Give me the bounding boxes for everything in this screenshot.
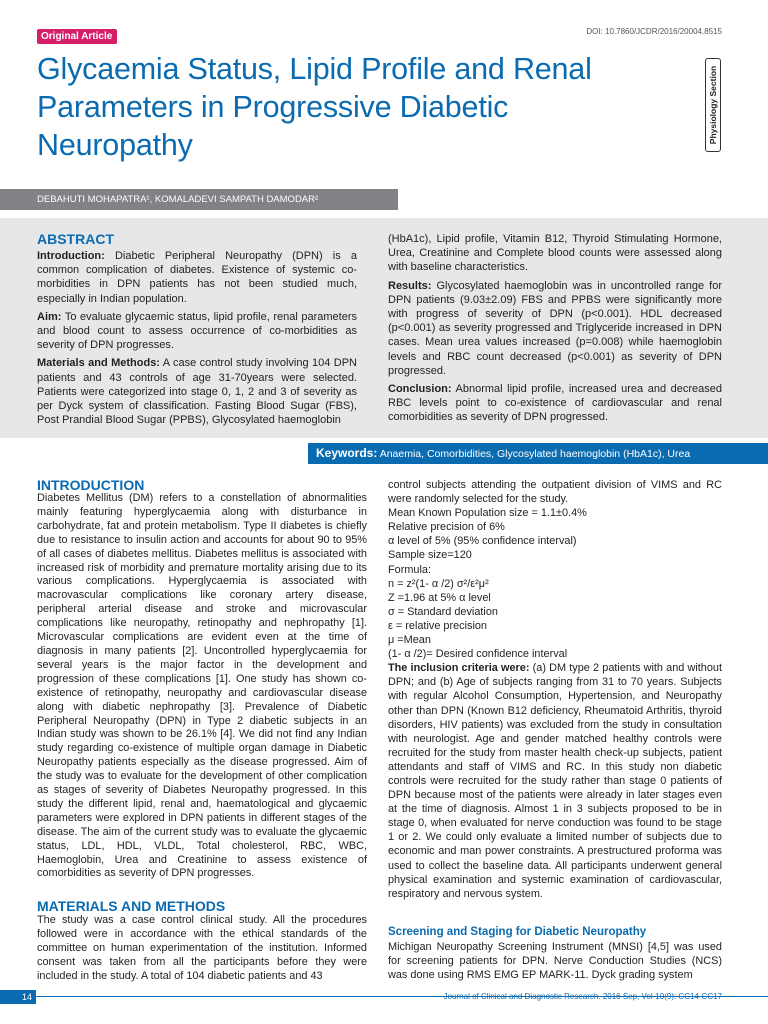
methods-text: The study was a case control clinical study. All the procedures followed were in accordance with the ethical standards of the committee on human experimentation of the institution. Informed consent was taken from all the participants before they were included in the study. A total of 104 diabetic patients and 43 — [37, 914, 367, 982]
page-number: 14 — [0, 990, 36, 1004]
formula-line: Mean Known Population size = 1.1±0.4% — [388, 507, 587, 520]
abstract-right-column — [388, 232, 722, 429]
results-label: Results: — [388, 279, 432, 292]
abstract-aim — [37, 310, 357, 353]
aim-text: To evaluate glycaemic status, lipid profile, renal parameters and blood count to assess occurrence of co-morbidities as severity of DPN progresses. — [37, 310, 357, 352]
formula-line: α level of 5% (95% confidence interval) — [388, 535, 577, 548]
formula-line: Formula: — [388, 563, 431, 576]
keywords-label: Keywords: — [316, 446, 378, 460]
keywords-bar — [308, 443, 768, 464]
inclusion-text: (a) DM type 2 patients with and without DPN; and (b) Age of subjects ranging from 31 to 70 years. Subjects with regular Alcohol Consumption, Hypertension, and Neuropathy other than DPN (Known B12 deficiency, Rheumatoid Arthritis, thyroid disorders, HIV patients) was excluded from the study in consultation with neurologist. Age and gender matched healthy controls were recruited for the study from master health check-up subjects, patient attendants and staff of VIMS and RC. In this study non diabetic controls were recruited for the study rather than stage 0 patients of DPN because most of the patients were already in later stages even at the time of diagnosis. Almost 1 in 3 subjects proposed to be in stage 0, when evaluated for nerve conduction was found to be stage 1 or 2. We could only evaluate a limited number of subjects due to economic and man power constraints. A prestructured proforma was used to collect the baseline data. All participants underwent general physical examination and systemic examination of cardiovascular, respiratory and nervous system. — [388, 662, 722, 900]
abstract-left-column — [37, 249, 357, 431]
methods-heading: MATERIALS AND METHODS — [37, 898, 226, 914]
right-para-1: control subjects attending the outpatient division of VIMS and RC were randomly selected for the study. — [388, 479, 722, 506]
abstract-introduction — [37, 249, 357, 306]
methods-text: A case control study involving 104 DPN patients and 43 controls of age 31-70years were selected. Patients were categorized into stage 0, 1, 2 and 3 of severity as per Dyck system of classification. Fasting Blood Sugar (FBS), Post Prandial Blood Sugar (PPBS), Glycosylated haemoglobin — [37, 357, 357, 427]
section-tab — [705, 58, 721, 152]
right-column — [388, 478, 722, 901]
doi-text: DOI: 10.7860/JCDR/2016/20004.8515 — [586, 27, 722, 36]
conclusion-label: Conclusion: — [388, 383, 452, 396]
keywords-text: Anaemia, Comorbidities, Glycosylated haemoglobin (HbA1c), Urea — [377, 448, 691, 460]
abstract-methods — [37, 356, 357, 427]
author-bar: DEBAHUTI MOHAPATRA¹, KOMALADEVI SAMPATH DAMODAR² — [0, 189, 398, 210]
formula-line: (1- α /2)= Desired confidence interval — [388, 648, 568, 661]
formula-line: μ =Mean — [388, 634, 431, 647]
article-title: Glycaemia Status, Lipid Profile and Renal Parameters in Progressive Diabetic Neuropathy — [37, 52, 592, 162]
methods-label: Materials and Methods: — [37, 357, 160, 370]
formula-line: σ = Standard deviation — [388, 605, 498, 618]
abstract-heading: ABSTRACT — [37, 231, 114, 247]
screening-text: Michigan Neuropathy Screening Instrument (MNSI) [4,5] was used for screening patients for DPN. Nerve Conduction Studies (NCS) was done using RMS EMG EP MARK-11. Dyck grading system — [388, 941, 722, 982]
inclusion-criteria — [388, 661, 722, 901]
abstract-methods-cont: (HbA1c), Lipid profile, Vitamin B12, Thyroid Stimulating Hormone, Urea, Creatinine and Complete blood counts were assessed along with baseline characteristics. — [388, 233, 722, 274]
article-type-badge: Original Article — [37, 29, 117, 44]
formula-line: ε = relative precision — [388, 619, 487, 632]
intro-text: Diabetic Peripheral Neuropathy (DPN) is a common complication of diabetes. Existence of systemic co-morbidities in DPN patients has not been studied much, especially in Indian population. — [37, 250, 357, 305]
abstract-conclusion — [388, 382, 722, 425]
conclusion-text: Abnormal lipid profile, increased urea and decreased RBC levels point to co-existence of cardiovascular and renal comorbidities as severity of DPN progressed. — [388, 383, 722, 424]
introduction-heading: INTRODUCTION — [37, 477, 145, 493]
abstract-results — [388, 279, 722, 378]
results-text: Glycosylated haemoglobin was in uncontrolled range for DPN patients (9.03±2.09) FBS and PPBS were significantly more with progress of severity of DPN (p<0.001). HDL decreased (p<0.001) as severity progressed and Triglyceride increased in DPN cases. Mean urea values increased (p=0.008) while haemoglobin levels and RBC count decreased (p<0.001) as severity of DPN progressed. — [388, 279, 722, 377]
intro-label: Introduction: — [37, 250, 105, 262]
formula-line: n = z²(1- α /2) σ²/ε²μ² — [388, 577, 489, 590]
section-label: Physiology Section — [708, 65, 718, 145]
formula-line: Sample size=120 — [388, 549, 472, 562]
inclusion-label: The inclusion criteria were: — [388, 662, 530, 675]
formula-line: Relative precision of 6% — [388, 521, 505, 534]
formula-line: Z =1.96 at 5% α level — [388, 591, 491, 604]
aim-label: Aim: — [37, 310, 62, 323]
journal-citation: Journal of Clinical and Diagnostic Research. 2016 Sep, Vol-10(9): CC14-CC17 — [443, 992, 722, 1001]
screening-heading: Screening and Staging for Diabetic Neuropathy — [388, 926, 647, 938]
introduction-text: Diabetes Mellitus (DM) refers to a constellation of abnormalities mainly featuring hyperglycaemia along with disturbance in carbohydrate, fat and protein metabolism. Type II diabetes is chiefly due to resistance to insulin action and accounts for about 90 to 95% of all cases of diabetes mellitus. Diabetes mellitus is associated with increased risk of morbidity and premature mortality arising due to its various complications. Hyperglycaemia is associated with macrovascular complications like coronary artery disease, peripheral arterial disease and stroke and microvascular complications like neuropathy, retinopathy and nephropathy [1]. Microvascular complications are evident even at the time of diagnosis in many patients [2]. Uncontrolled hyperglycaemia for several years is the major factor in the development and progression of these complications [1]. One study has shown co-existence of retinopathy, neuropathy and cardiovascular disease along with diabetic nephropathy [3]. Prevalence of Diabetic Peripheral Neuropathy (DPN) in Type 2 diabetic subjects in an Indian study was shown to be 26.1% [4]. We did not find any Indian study regarding co-existence of multiple organ damage in Diabetic Neuropathy patients especially as the disease progressed. Aim of the study was to evaluate for the development of other complication as stages of severity of Diabetes Neuropathy progressed. In this study the different lipid, renal and, haematological and glycaemic parameters were explored in DPN patients in different stages of the disease. The aim of the current study was to evaluate the glycaemic status, LDL, HDL, VLDL, Total cholesterol, RBC, WBC, Haemoglobin, Urea and Creatinine to assess existence of comorbidities as severity of DPN progresses. — [37, 492, 367, 880]
